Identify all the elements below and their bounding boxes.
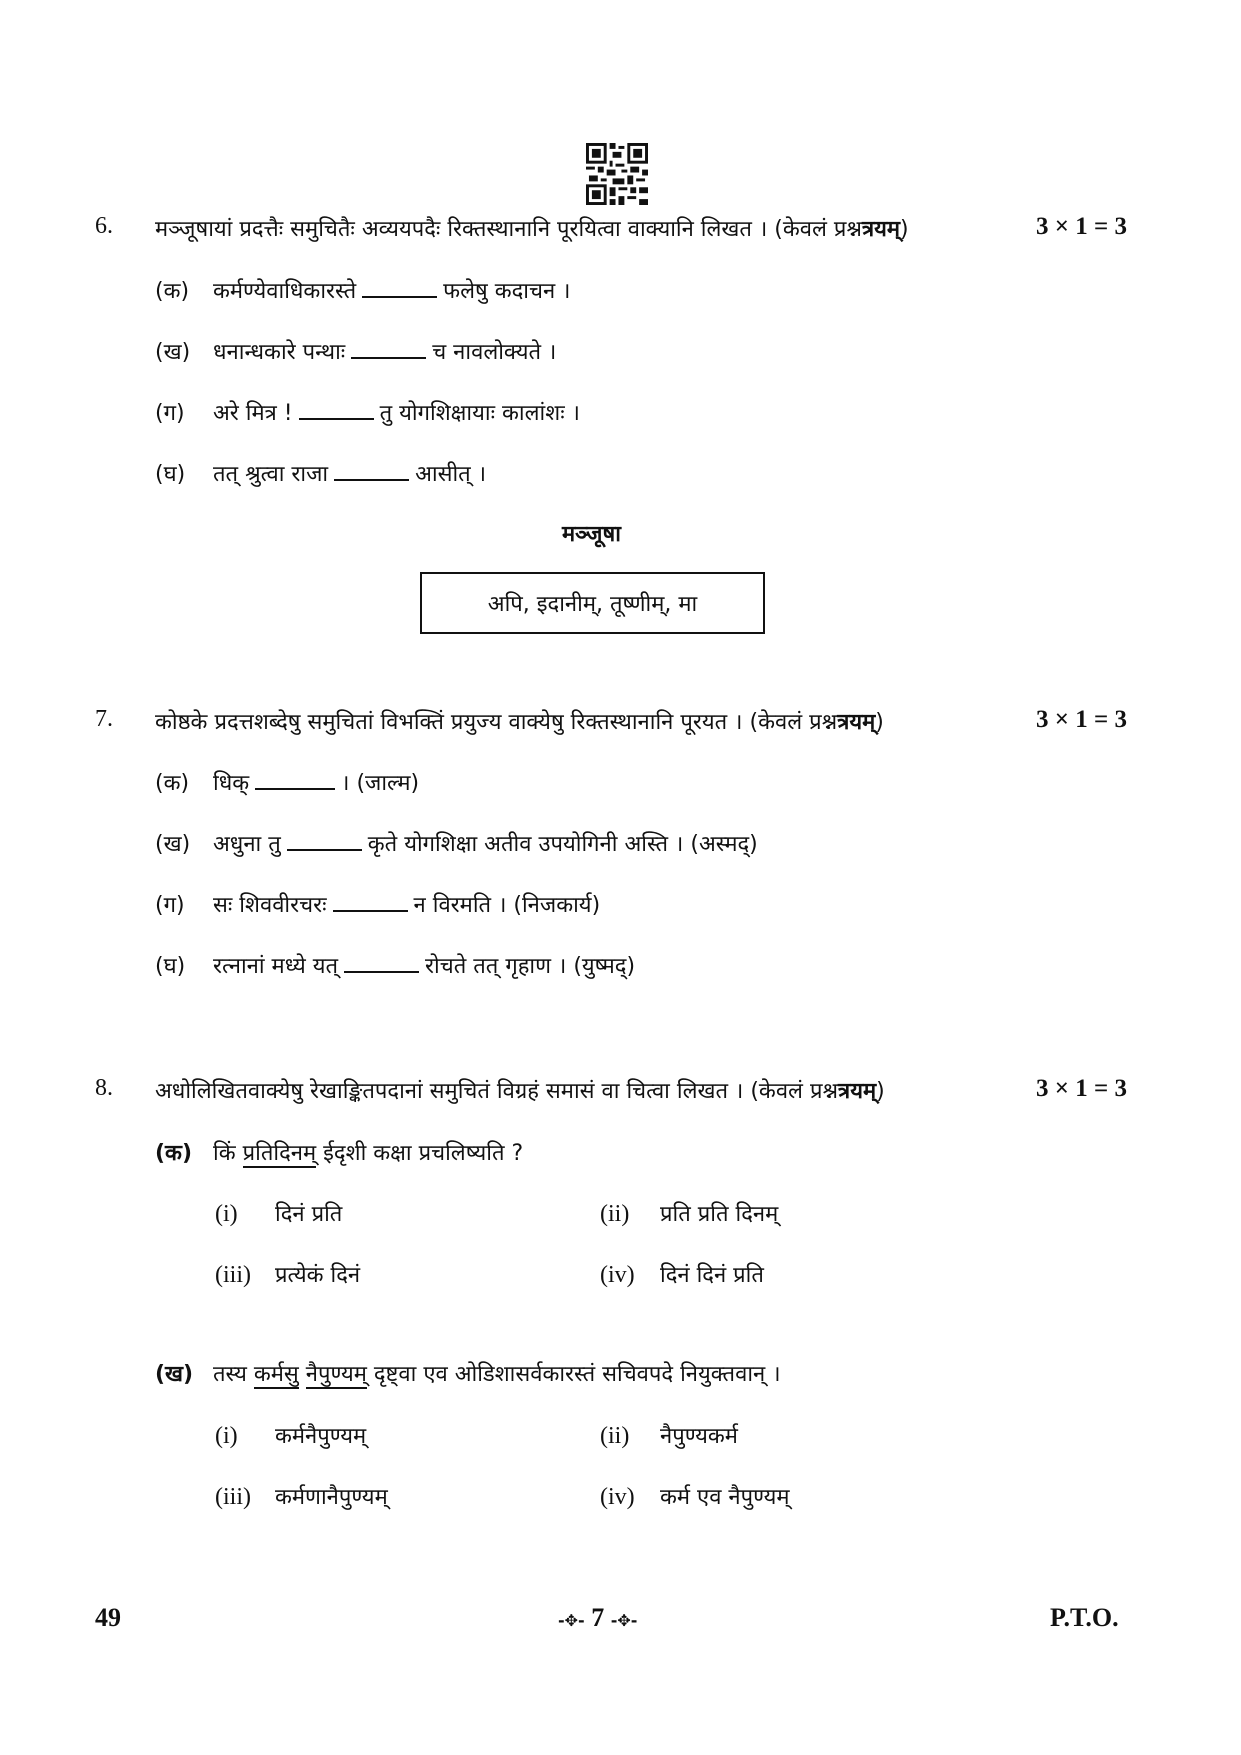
option-number: (iv) [600, 1484, 635, 1510]
q8a-option-ii [600, 1198, 778, 1228]
word-box-title: मञ्जूषा [562, 522, 621, 547]
question-7-bold: त्रयम् [837, 710, 876, 735]
q7-item-d [155, 950, 635, 980]
option-text: प्रति प्रति दिनम् [660, 1202, 779, 1227]
item-text: धिक् [213, 771, 250, 796]
item-text: रोचते तत् गृहाण । (युष्मद्) [425, 954, 636, 979]
question-7-instruction: कोष्ठके प्रदत्तशब्देषु समुचितां विभक्तिं प्रयुज्य वाक्येषु रिक्तस्थानानि पूरयत । (केवलं प्रश्न [155, 710, 838, 735]
item-text: । (जाल्म) [341, 771, 420, 796]
option-number: (ii) [600, 1201, 630, 1227]
underlined-word: कर्मसु [253, 1362, 299, 1387]
option-text: नैपुण्यकर्म [660, 1424, 738, 1449]
question-8-bold: त्रयम् [838, 1079, 877, 1104]
ornament-right-icon: -✥- [610, 1611, 638, 1630]
option-text: दिनं प्रति [275, 1202, 343, 1227]
question-6-paren: ) [900, 217, 909, 242]
item-text: न विरमति । (निजकार्य) [413, 893, 601, 918]
question-7-paren: ) [875, 710, 884, 735]
question-6-text [155, 213, 909, 243]
item-text: अधुना तु [213, 832, 281, 857]
q8a-option-i [215, 1198, 342, 1228]
option-text: कर्मणानैपुण्यम् [275, 1485, 388, 1510]
item-label: (घ) [155, 462, 186, 487]
word-box-words: अपि, इदानीम्, तूष्णीम्, मा [487, 592, 698, 617]
q8b-option-i [215, 1420, 366, 1450]
option-number: (iii) [215, 1262, 251, 1288]
question-6-bold: त्रयम् [861, 217, 901, 242]
paper-code: 49 [95, 1603, 121, 1632]
q6-item-a [155, 275, 571, 305]
item-label: (क) [155, 1141, 193, 1166]
fill-blank [351, 357, 426, 359]
fill-blank [255, 788, 335, 790]
q6-item-b [155, 336, 556, 366]
item-text: सः शिववीरचरः [213, 893, 327, 918]
question-8-number: 8. [95, 1075, 113, 1101]
item-text: अरे मित्र ! [213, 401, 293, 426]
q6-item-c [155, 397, 580, 427]
item-text: च नावलोक्यते । [432, 340, 557, 365]
question-8-instruction: अधोलिखितवाक्येषु रेखाङ्कितपदानां समुचितं विग्रहं समासं वा चित्वा लिखत । (केवलं प्रश्न [155, 1079, 839, 1104]
question-8-paren: ) [876, 1079, 885, 1104]
q7-item-a [155, 767, 419, 797]
item-text: दृष्ट्वा एव ओडिशासर्वकारस्तं सचिवपदे नियुक्तवान् । [373, 1362, 781, 1387]
item-label: (ग) [155, 401, 185, 426]
question-6-marks: 3 × 1 = 3 [1036, 213, 1127, 240]
option-number: (iv) [600, 1262, 635, 1288]
q8b-option-ii [600, 1420, 738, 1450]
question-8-marks: 3 × 1 = 3 [1036, 1075, 1127, 1102]
option-text: दिनं दिनं प्रति [660, 1263, 764, 1288]
fill-blank [362, 296, 437, 298]
q8b-option-iv [600, 1481, 790, 1511]
option-number: (i) [215, 1201, 238, 1227]
option-text: कर्म एव नैपुण्यम् [660, 1485, 790, 1510]
item-text: आसीत् । [415, 462, 487, 487]
question-7-number: 7. [95, 706, 113, 732]
q8a-option-iii [215, 1259, 360, 1289]
item-label: (ख) [155, 832, 191, 857]
item-text: रत्नानां मध्ये यत् [213, 954, 339, 979]
fill-blank [333, 910, 408, 912]
question-6-number: 6. [95, 213, 113, 239]
item-label: (क) [155, 771, 190, 796]
item-text: कृते योगशिक्षा अतीव उपयोगिनी अस्ति । (अस्मद्) [367, 832, 758, 857]
option-text: कर्मनैपुण्यम् [275, 1424, 367, 1449]
question-8-text [155, 1075, 885, 1105]
item-label: (ख) [155, 340, 191, 365]
item-text: ईदृशी कक्षा प्रचलिष्यति ? [323, 1141, 524, 1166]
item-label: (ख) [155, 1362, 194, 1387]
q8-item-b [155, 1358, 781, 1388]
question-7-marks: 3 × 1 = 3 [1036, 706, 1127, 733]
underlined-word: नैपुण्यम् [305, 1362, 367, 1387]
page-number [558, 1603, 637, 1633]
word-box [420, 572, 765, 634]
item-text: फलेषु कदाचन । [443, 279, 571, 304]
question-6-instruction: मञ्जूषायां प्रदत्तैः समुचितैः अव्ययपदैः रिक्तस्थानानि पूरयित्वा वाक्यानि लिखत । (केवलं प्रश्न [155, 217, 862, 242]
item-text: किं [213, 1141, 236, 1166]
underlined-word: प्रतिदिनम् [242, 1141, 317, 1166]
item-text: तस्य [213, 1362, 247, 1387]
question-7-text [155, 706, 884, 736]
option-text: प्रत्येकं दिनं [275, 1263, 361, 1288]
item-text: धनान्धकारे पन्थाः [213, 340, 346, 365]
q7-item-b [155, 828, 758, 858]
fill-blank [334, 479, 409, 481]
item-label: (ग) [155, 893, 185, 918]
option-number: (ii) [600, 1423, 630, 1449]
pto-label: P.T.O. [1050, 1603, 1119, 1632]
fill-blank [344, 971, 419, 973]
ornament-left-icon: -✥- [558, 1611, 585, 1630]
option-number: (i) [215, 1423, 238, 1449]
item-label: (क) [155, 279, 190, 304]
item-text: तत् श्रुत्वा राजा [213, 462, 329, 487]
q7-item-c [155, 889, 600, 919]
qr-code [586, 143, 648, 205]
q8a-option-iv [600, 1259, 764, 1289]
q8b-option-iii [215, 1481, 388, 1511]
option-number: (iii) [215, 1484, 251, 1510]
item-text: कर्मण्येवाधिकारस्ते [213, 279, 357, 304]
q6-item-d [155, 458, 486, 488]
q8-item-a [155, 1137, 523, 1167]
page-number-value: 7 [591, 1603, 605, 1632]
item-text: तु योगशिक्षायाः कालांशः । [379, 401, 580, 426]
fill-blank [287, 849, 362, 851]
item-label: (घ) [155, 954, 186, 979]
fill-blank [299, 418, 374, 420]
